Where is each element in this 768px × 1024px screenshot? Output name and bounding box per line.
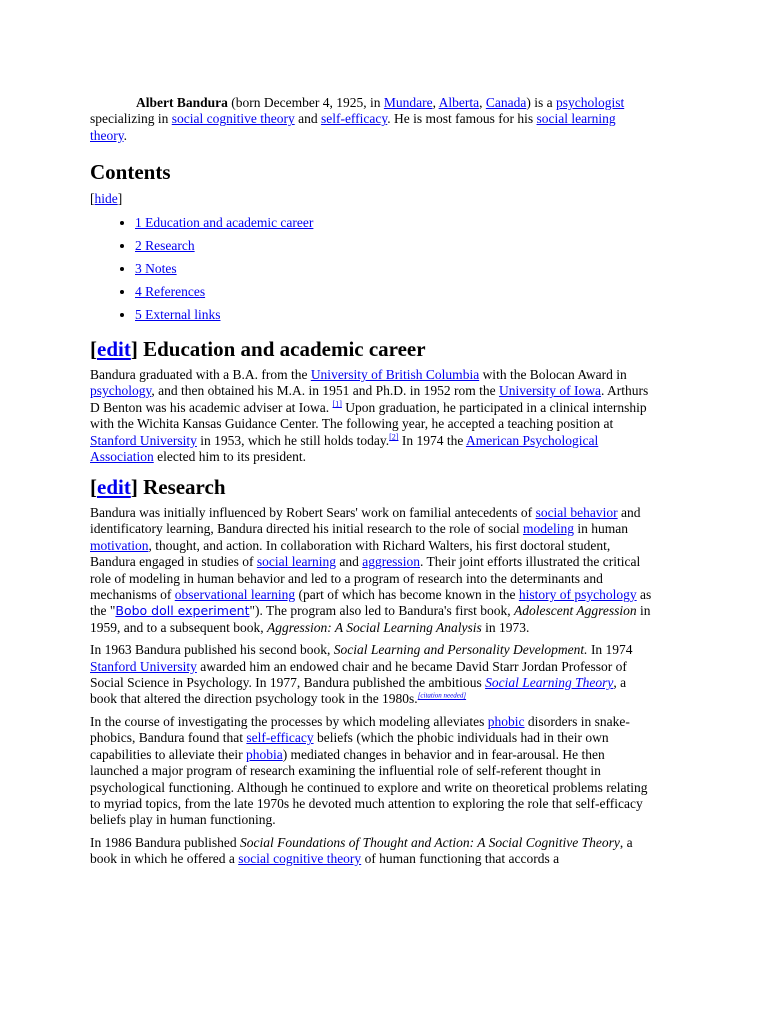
text: In 1974 the [398, 432, 466, 448]
research-paragraph-1 [90, 505, 652, 636]
text: , and then obtained his M.A. in 1951 and Ph.D. in 1952 rom the [151, 383, 499, 399]
link-observational-learning[interactable]: observational learning [174, 587, 296, 603]
toc-item [135, 237, 313, 260]
link-mundare[interactable]: Mundare [383, 95, 433, 110]
edit-bracket-open: [ [90, 337, 97, 361]
text: and identificatory learning, Bandura directed his initial research to the role of social [90, 505, 641, 537]
text: . Arthurs D Benton was his academic adviser at Iowa. [90, 383, 649, 415]
link-american-psychological-association[interactable]: American Psychological Association [90, 432, 599, 465]
link-aggression[interactable]: aggression [362, 554, 420, 570]
article-subject-name: Albert Bandura [136, 95, 228, 110]
link-social-cognitive-theory[interactable]: social cognitive theory [238, 851, 362, 867]
toc-link-notes[interactable]: 3 Notes [135, 261, 177, 276]
link-motivation[interactable]: motivation [90, 537, 149, 553]
text: , thought, and action. In collaboration with Richard Walters, his first doctoral student, Bandura engaged in studies of [90, 537, 611, 570]
text: elected him to its president. [153, 449, 306, 465]
text: , a book that altered the direction psychology took in the 1980s. [90, 675, 627, 707]
hide-toc-link[interactable]: hide [94, 191, 118, 206]
link-self-efficacy[interactable]: self-efficacy [246, 730, 314, 746]
hide-bracket-close: ] [117, 191, 123, 206]
contents-heading: Contents [90, 160, 171, 184]
link-phobic[interactable]: phobic [487, 713, 525, 729]
text: in human [573, 521, 628, 537]
link-modeling[interactable]: modeling [522, 521, 574, 537]
toc-toggle [90, 191, 122, 207]
toc-item [135, 214, 313, 237]
section-title: Education and academic career [137, 337, 426, 361]
intro-text-2: , [432, 95, 439, 110]
link-alberta[interactable]: Alberta [438, 95, 480, 110]
edit-bracket-close: ] [130, 475, 138, 499]
link-canada[interactable]: Canada [485, 95, 527, 110]
book-title: Adolescent Aggression [513, 603, 637, 619]
book-title: Social Learning and Personality Development. [333, 642, 588, 658]
section-heading-research [90, 475, 652, 499]
table-of-contents [90, 214, 313, 329]
toc-link-education[interactable]: 1 Education and academic career [135, 215, 314, 230]
intro-text-6: and [294, 111, 321, 127]
text: as the " [90, 587, 652, 619]
link-psychologist[interactable]: psychologist [555, 95, 625, 110]
toc-link-references[interactable]: 4 References [135, 284, 206, 299]
book-title: Aggression: A Social Learning Analysis [266, 619, 482, 635]
intro-text-8: . [123, 127, 127, 143]
section-heading-education [90, 337, 652, 361]
toc-link-research[interactable]: 2 Research [135, 238, 195, 253]
link-social-learning-theory[interactable]: social learning theory [90, 111, 616, 143]
toc-item [135, 260, 313, 283]
text: In 1974 [587, 642, 633, 658]
intro-text [90, 95, 650, 144]
toc-link-external-links[interactable]: 5 External links [135, 307, 221, 322]
intro-text-3: , [479, 95, 486, 110]
toc-item [135, 283, 313, 306]
hide-bracket-open: [ [90, 191, 95, 206]
link-phobia[interactable]: phobia [245, 746, 283, 762]
edit-link-research[interactable]: edit [97, 475, 131, 499]
text: , a book in which he offered a [90, 834, 633, 867]
text: "). The program also led to Bandura's first book, [249, 603, 514, 619]
link-psychology[interactable]: psychology [90, 383, 152, 399]
text: in 1959, and to a subsequent book, [90, 603, 651, 635]
text: Bandura graduated with a B.A. from the [90, 367, 311, 382]
text: Bandura was initially influenced by Robert Sears' work on familial antecedents of [90, 505, 536, 520]
text: . Their joint efforts illustrated the critical role of modeling in human behavior and led to a program of research into the determinants and mechanisms of [90, 554, 641, 603]
intro-text-4: ) is a [526, 95, 556, 110]
text: In 1963 Bandura published his second book, [90, 642, 334, 658]
edit-bracket-close: ] [130, 337, 138, 361]
text: beliefs (which the phobic individuals had in their own capabilities to alleviate their [90, 730, 609, 762]
research-paragraph-2 [90, 642, 652, 708]
intro-text-1: (born December 4, 1925, in [227, 95, 384, 110]
text: (part of which has become known in the [295, 587, 519, 603]
link-social-cognitive-theory[interactable]: social cognitive theory [171, 111, 295, 127]
text: disorders in snake-phobics, Bandura found that [90, 713, 630, 746]
link-social-learning[interactable]: social learning [256, 554, 336, 570]
text: ) mediated changes in behavior and in fear-arousal. He then launched a major program of research examining the influential role of self-referent thought in psychological functioning. Although he continued to explore and write on theoretical problems relating to myriad topics, from the late 1970s he devoted much attention to exploring the role that self-efficacy beliefs play in human functioning. [90, 746, 648, 828]
link-university-of-british-columbia[interactable]: University of British Columbia [310, 367, 480, 382]
research-paragraph-3 [90, 714, 652, 829]
section-education [90, 337, 652, 465]
intro-text-5: specializing in [90, 111, 172, 127]
text: awarded him an endowed chair and he became David Starr Jordan Professor of Social Science in Psychology. In 1977, Bandura published the ambitious [90, 658, 627, 691]
link-stanford-university[interactable]: Stanford University [90, 658, 197, 674]
text: In 1986 Bandura published [90, 834, 240, 850]
intro-text-7: . He is most famous for his [387, 111, 537, 127]
text: with the Bolocan Award in [479, 367, 627, 382]
link-social-learning-theory-book[interactable]: Social Learning Theory [485, 675, 614, 691]
text: in 1953, which he still holds today. [196, 432, 390, 448]
education-paragraph [90, 367, 652, 465]
edit-bracket-open: [ [90, 475, 97, 499]
text: Upon graduation, he participated in a clinical internship with the Wichita Kansas Guidance Center. The following year, he accepted a teaching position at [90, 399, 647, 432]
edit-link-education[interactable]: edit [97, 337, 131, 361]
research-paragraph-4 [90, 835, 652, 868]
section-title: Research [137, 475, 226, 499]
link-social-behavior[interactable]: social behavior [535, 505, 618, 520]
link-stanford-university[interactable]: Stanford University [90, 432, 197, 448]
link-history-of-psychology[interactable]: history of psychology [518, 587, 637, 603]
text: of human functioning that accords a [361, 851, 560, 867]
text: and [335, 554, 363, 570]
link-bobo-doll-experiment[interactable]: Bobo doll experiment [115, 603, 250, 619]
ref-2-link[interactable]: [2] [389, 432, 399, 442]
link-self-efficacy[interactable]: self-efficacy [320, 111, 388, 127]
text: in 1973. [481, 619, 530, 635]
intro-paragraph [90, 95, 650, 144]
text: In the course of investigating the processes by which modeling alleviates [90, 713, 488, 729]
link-university-of-iowa[interactable]: University of Iowa [498, 383, 601, 399]
section-research [90, 475, 652, 874]
toc-item [135, 306, 313, 329]
ref-1-link[interactable]: [1] [332, 399, 342, 409]
citation-needed-link[interactable]: [citation needed] [417, 691, 467, 700]
book-title: Social Foundations of Thought and Action: A Social Cognitive Theory [239, 834, 620, 850]
